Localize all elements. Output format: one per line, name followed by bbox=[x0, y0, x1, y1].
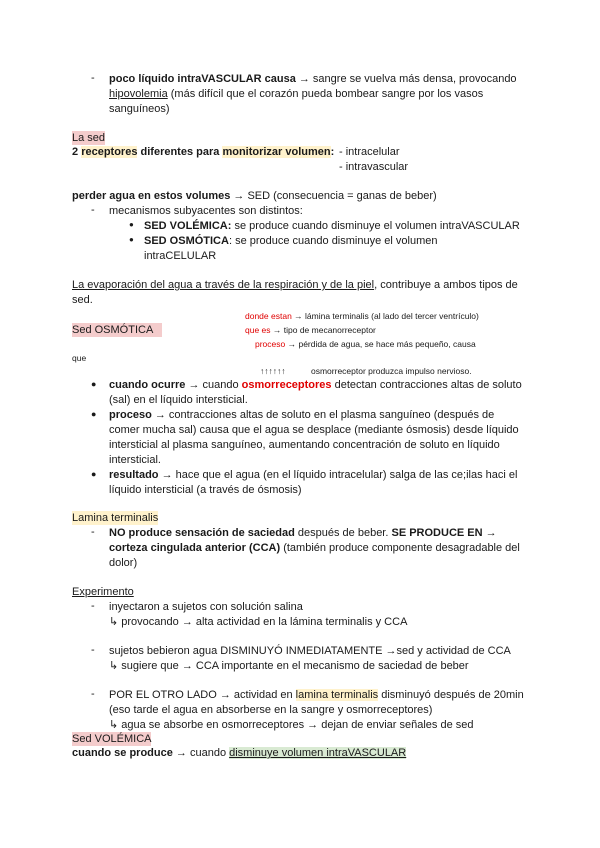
text-line: sed. bbox=[72, 294, 93, 306]
text-line: cuando se produce → cuando disminuye volumen intraVASCULAR bbox=[72, 747, 407, 759]
dash-bullet: - bbox=[91, 688, 95, 700]
annotation-note: osmorreceptor produzca impulso nervioso. bbox=[311, 366, 472, 376]
text-line: dolor) bbox=[109, 557, 138, 569]
text-line: hipovolemia (más difícil que el corazón pueda bombear sangre por los vasos bbox=[109, 88, 484, 100]
section-title-sed-volemica: Sed VOLÉMICA bbox=[72, 733, 152, 745]
text-line: sujetos bebieron agua DISMINUYÓ INMEDIATAMENTE →sed y actividad de CCA bbox=[109, 645, 511, 657]
text-line: ↳ agua se absorbe en osmorreceptores → dejan de enviar señales de sed bbox=[109, 719, 474, 731]
annotation-arrows: ↑↑↑↑↑↑ bbox=[260, 366, 286, 376]
text-line: perder agua en estos volumes → SED (consecuencia = ganas de beber) bbox=[72, 190, 437, 202]
text-line: proceso → contracciones altas de soluto en el plasma sanguíneo (después de bbox=[109, 409, 495, 421]
text-line: ↳ provocando → alta actividad en la lámina terminalis y CCA bbox=[109, 616, 408, 628]
text-line: NO produce sensación de saciedad después de beber. SE PRODUCE EN → bbox=[109, 527, 497, 539]
text-line: - intravascular bbox=[339, 161, 409, 173]
section-title-lamina: Lamina terminalis bbox=[72, 512, 159, 524]
text-line: cuando ocurre → cuando osmorreceptores detectan contracciones altas de soluto bbox=[109, 379, 522, 391]
text-line: corteza cingulada anterior (CCA) (también produce componente desagradable del bbox=[109, 542, 520, 554]
text-line: SED OSMÓTICA: se produce cuando disminuye el volumen bbox=[144, 235, 438, 247]
text-line: (sal) en el líquido intersticial. bbox=[109, 394, 248, 406]
text-line: SED VOLÉMICA: se produce cuando disminuye el volumen intraVASCULAR bbox=[144, 220, 520, 232]
text-line: mecanismos subyacentes son distintos: bbox=[109, 205, 303, 217]
text-line: POR EL OTRO LADO → actividad en lamina terminalis disminuyó después de 20min bbox=[109, 689, 524, 701]
text-line: inyectaron a sujetos con solución salina bbox=[109, 601, 303, 613]
text-line: La evaporación del agua a través de la respiración y de la piel, contribuye a ambos tipos de bbox=[72, 279, 518, 291]
text-line: resultado → hace que el agua (en el líquido intracelular) salga de las ce;ilas haci el bbox=[109, 469, 518, 481]
dash-bullet: - bbox=[91, 72, 95, 84]
text-line: - intracelular bbox=[339, 146, 400, 158]
dash-bullet: - bbox=[91, 600, 95, 612]
text-line: sanguíneos) bbox=[109, 103, 170, 115]
annotation-note: que bbox=[72, 353, 87, 363]
bullet-icon: ● bbox=[129, 235, 134, 244]
text-line: poco líquido intraVASCULAR causa → sangre se vuelva más densa, provocando bbox=[109, 73, 517, 85]
bullet-icon: ● bbox=[91, 379, 97, 389]
section-title-la-sed: La sed bbox=[72, 132, 106, 144]
dash-bullet: - bbox=[91, 204, 95, 216]
dash-bullet: - bbox=[91, 526, 95, 538]
text-line: intersticial. bbox=[109, 454, 161, 466]
text-line: 2 receptores diferentes para monitorizar volumen: bbox=[72, 146, 335, 158]
annotation-note: proceso → pérdida de agua, se hace más pequeño, causa bbox=[255, 339, 476, 349]
text-line: intraCELULAR bbox=[144, 250, 217, 262]
bullet-icon: ● bbox=[129, 220, 134, 229]
text-line: comer mucha sal) causa que el agua se desplace (mediante ósmosis) desde líquido bbox=[109, 424, 519, 436]
annotation-note: que es → tipo de mecanorreceptor bbox=[245, 325, 376, 335]
text-line: ↳ sugiere que → CCA importante en el mecanismo de saciedad de beber bbox=[109, 660, 469, 672]
text-line: líquido intersticial (a través de ósmosis) bbox=[109, 484, 302, 496]
text-line: (eso tarde el agua en absorberse en la sangre y osmorreceptores) bbox=[109, 704, 433, 716]
text-line: intersticial al plasma sanguíneo, aumentando concentración de soluto en líquido bbox=[109, 439, 500, 451]
section-title-sed-osmotica: Sed OSMÓTICA bbox=[72, 323, 162, 337]
bullet-icon: ● bbox=[91, 409, 97, 419]
bullet-icon: ● bbox=[91, 469, 97, 479]
section-title-experimento: Experimento bbox=[72, 586, 134, 598]
annotation-note: donde estan → lámina terminalis (al lado del tercer ventrículo) bbox=[245, 311, 479, 321]
dash-bullet: - bbox=[91, 644, 95, 656]
